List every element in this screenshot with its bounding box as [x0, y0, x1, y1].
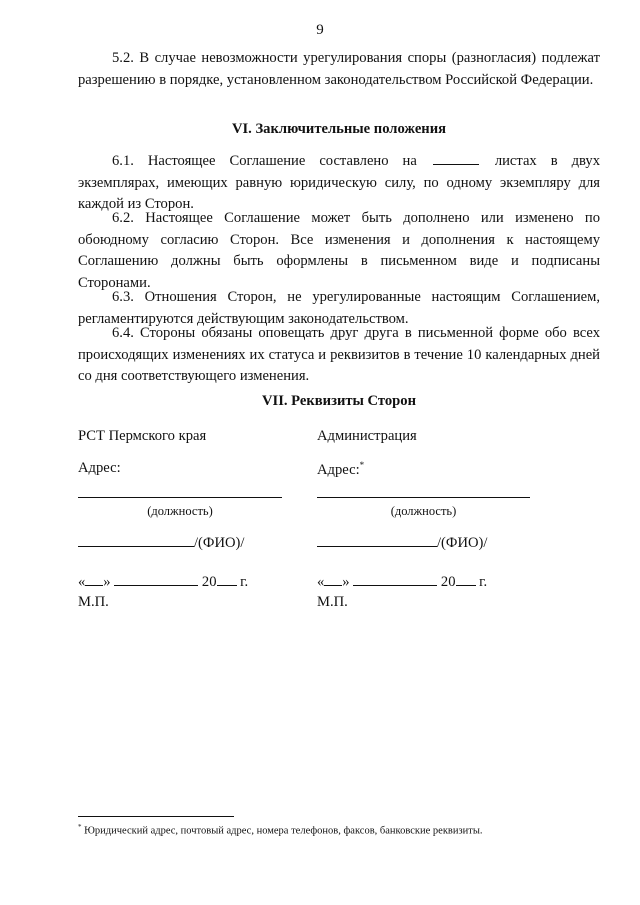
paragraph-6-1-part-a: 6.1. Настоящее Соглашение составлено на	[112, 153, 417, 169]
party-right-fio: /(ФИО)/	[437, 535, 488, 551]
section-heading-vi: VI. Заключительные положения	[231, 121, 447, 137]
party-left-fio-blank	[78, 534, 194, 547]
party-right-date-open: «	[317, 574, 325, 590]
party-right-position-caption: (должность)	[390, 504, 457, 518]
party-left-year: 20	[201, 574, 217, 590]
paragraph-6-1	[78, 151, 600, 216]
footnote-text: Юридический адрес, почтовый адрес, номера телефонов, факсов, банковские реквизиты.	[84, 825, 483, 837]
party-right-day-blank	[324, 573, 342, 586]
page-number: 9	[316, 22, 324, 38]
address-footnote-mark: *	[359, 460, 365, 470]
party-right-year: 20	[440, 574, 456, 590]
party-left-fio: /(ФИО)/	[194, 535, 245, 551]
party-left-date-row	[78, 573, 248, 591]
party-left-org: РСТ Пермского края	[78, 428, 207, 444]
party-left-signature-line	[78, 497, 282, 498]
paragraph-6-4: 6.4. Стороны обязаны оповещать друг друга в письменной форме обо всех происходящих изменениях их статуса и реквизитов в течение 10 календарных дней со дня соответствующего изменения.	[78, 325, 600, 384]
party-right-address-label: Адрес:	[317, 461, 360, 478]
party-left-year-blank	[217, 573, 237, 586]
party-right-fio-row	[317, 534, 487, 552]
party-right-org: Администрация	[317, 428, 417, 444]
party-right-signature-line	[317, 497, 530, 498]
footnote-separator	[78, 816, 234, 817]
party-left-fio-row	[78, 534, 244, 552]
party-right-stamp: М.П.	[317, 594, 348, 610]
party-left-month-blank	[114, 573, 198, 586]
party-right-date-row	[317, 573, 487, 591]
party-left-year-suffix: г.	[240, 574, 249, 590]
paragraph-6-1-part-b: листах в двух экземплярах, имеющих равную юридическую силу, по одному экземпляру для каждой из Сторон.	[78, 153, 600, 212]
party-right-address	[317, 460, 364, 479]
footnote	[78, 823, 483, 837]
paragraph-6-3: 6.3. Отношения Сторон, не урегулированные настоящим Соглашением, регламентируются действующим законодательством.	[78, 289, 600, 327]
party-right-month-blank	[353, 573, 437, 586]
section-heading-vii: VII. Реквизиты Сторон	[261, 393, 417, 409]
paragraph-6-2: 6.2. Настоящее Соглашение может быть дополнено или изменено по обоюдному согласию Сторон. Все изменения и дополнения к настоящему Соглашению должны быть оформлены в письменном виде и подписаны Сторонами.	[78, 210, 600, 291]
party-right-date-close: »	[342, 574, 350, 590]
party-right-fio-blank	[317, 534, 437, 547]
party-left-date-close: »	[103, 574, 111, 590]
party-left-position-caption: (должность)	[147, 504, 213, 518]
sheet-count-blank	[433, 152, 479, 165]
party-left-date-open: «	[78, 574, 86, 590]
party-right-year-blank	[456, 573, 476, 586]
party-left-stamp: М.П.	[78, 594, 109, 610]
paragraph-5-2: 5.2. В случае невозможности урегулирования споры (разногласия) подлежат разрешению в порядке, установленном законодательством Российской Федерации.	[78, 50, 600, 88]
footnote-mark: *	[78, 823, 82, 831]
party-left-address-label: Адрес:	[78, 460, 121, 476]
party-right-year-suffix: г.	[479, 574, 488, 590]
party-left-day-blank	[85, 573, 103, 586]
